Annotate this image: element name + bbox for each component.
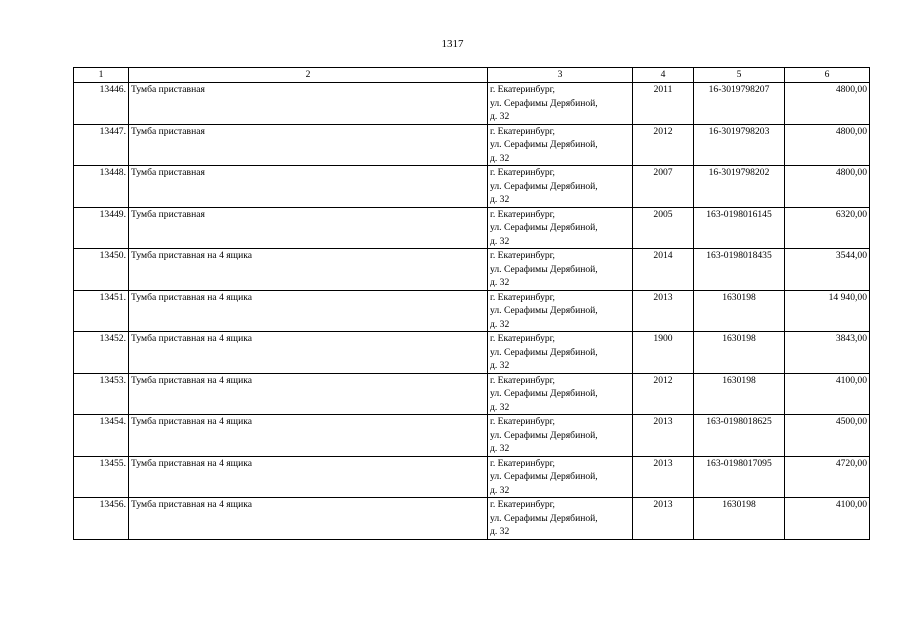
column-header-2: 2: [129, 68, 488, 83]
table-row: [74, 415, 870, 457]
table-row: [74, 290, 870, 332]
item-year: 2012: [633, 373, 694, 415]
item-name: Тумба приставная: [129, 83, 488, 125]
row-number: 13455.: [74, 456, 129, 498]
item-cost: 6320,00: [785, 207, 870, 249]
row-number: 13446.: [74, 83, 129, 125]
table-row: [74, 207, 870, 249]
item-inventory-number: 1630198: [694, 498, 785, 540]
item-address: г. Екатеринбург, ул. Серафимы Дерябиной, д. 32: [488, 124, 633, 166]
item-cost: 14 940,00: [785, 290, 870, 332]
registry-table: [73, 67, 870, 540]
item-year: 2013: [633, 290, 694, 332]
item-name: Тумба приставная на 4 ящика: [129, 290, 488, 332]
item-name: Тумба приставная на 4 ящика: [129, 332, 488, 374]
item-address: г. Екатеринбург, ул. Серафимы Дерябиной, д. 32: [488, 456, 633, 498]
item-year: 2013: [633, 498, 694, 540]
row-number: 13451.: [74, 290, 129, 332]
item-inventory-number: 16-3019798202: [694, 166, 785, 208]
item-inventory-number: 163-0198018625: [694, 415, 785, 457]
item-year: 2012: [633, 124, 694, 166]
item-cost: 3544,00: [785, 249, 870, 291]
table-row: [74, 373, 870, 415]
item-address: г. Екатеринбург, ул. Серафимы Дерябиной, д. 32: [488, 498, 633, 540]
table-row: [74, 332, 870, 374]
table-header: [74, 68, 870, 83]
item-inventory-number: 163-0198017095: [694, 456, 785, 498]
item-cost: 4800,00: [785, 124, 870, 166]
column-header-3: 3: [488, 68, 633, 83]
item-address: г. Екатеринбург, ул. Серафимы Дерябиной, д. 32: [488, 290, 633, 332]
item-year: 2011: [633, 83, 694, 125]
item-cost: 4800,00: [785, 166, 870, 208]
item-inventory-number: 1630198: [694, 290, 785, 332]
header-row: [74, 68, 870, 83]
item-inventory-number: 163-0198016145: [694, 207, 785, 249]
table-row: [74, 498, 870, 540]
item-cost: 4100,00: [785, 373, 870, 415]
item-cost: 4100,00: [785, 498, 870, 540]
item-address: г. Екатеринбург, ул. Серафимы Дерябиной, д. 32: [488, 166, 633, 208]
item-year: 2013: [633, 415, 694, 457]
item-address: г. Екатеринбург, ул. Серафимы Дерябиной, д. 32: [488, 373, 633, 415]
item-name: Тумба приставная: [129, 124, 488, 166]
item-name: Тумба приставная на 4 ящика: [129, 373, 488, 415]
row-number: 13453.: [74, 373, 129, 415]
item-cost: 4800,00: [785, 83, 870, 125]
item-year: 2014: [633, 249, 694, 291]
item-name: Тумба приставная на 4 ящика: [129, 456, 488, 498]
table-row: [74, 166, 870, 208]
item-name: Тумба приставная: [129, 166, 488, 208]
table-row: [74, 249, 870, 291]
item-address: г. Екатеринбург, ул. Серафимы Дерябиной, д. 32: [488, 83, 633, 125]
item-name: Тумба приставная на 4 ящика: [129, 415, 488, 457]
item-inventory-number: 16-3019798203: [694, 124, 785, 166]
item-year: 2005: [633, 207, 694, 249]
column-header-4: 4: [633, 68, 694, 83]
item-address: г. Екатеринбург, ул. Серафимы Дерябиной, д. 32: [488, 207, 633, 249]
row-number: 13456.: [74, 498, 129, 540]
row-number: 13454.: [74, 415, 129, 457]
item-address: г. Екатеринбург, ул. Серафимы Дерябиной, д. 32: [488, 332, 633, 374]
row-number: 13448.: [74, 166, 129, 208]
item-name: Тумба приставная на 4 ящика: [129, 498, 488, 540]
row-number: 13449.: [74, 207, 129, 249]
item-year: 1900: [633, 332, 694, 374]
row-number: 13450.: [74, 249, 129, 291]
row-number: 13452.: [74, 332, 129, 374]
column-header-6: 6: [785, 68, 870, 83]
item-inventory-number: 16-3019798207: [694, 83, 785, 125]
table-row: [74, 456, 870, 498]
item-inventory-number: 1630198: [694, 373, 785, 415]
item-cost: 4720,00: [785, 456, 870, 498]
table-body: [74, 83, 870, 540]
item-name: Тумба приставная на 4 ящика: [129, 249, 488, 291]
page-number: 1317: [441, 38, 464, 50]
item-cost: 4500,00: [785, 415, 870, 457]
item-address: г. Екатеринбург, ул. Серафимы Дерябиной, д. 32: [488, 415, 633, 457]
item-year: 2007: [633, 166, 694, 208]
item-cost: 3843,00: [785, 332, 870, 374]
item-inventory-number: 1630198: [694, 332, 785, 374]
item-year: 2013: [633, 456, 694, 498]
column-header-5: 5: [694, 68, 785, 83]
row-number: 13447.: [74, 124, 129, 166]
table-row: [74, 83, 870, 125]
item-inventory-number: 163-0198018435: [694, 249, 785, 291]
item-address: г. Екатеринбург, ул. Серафимы Дерябиной, д. 32: [488, 249, 633, 291]
table-row: [74, 124, 870, 166]
column-header-1: 1: [74, 68, 129, 83]
item-name: Тумба приставная: [129, 207, 488, 249]
